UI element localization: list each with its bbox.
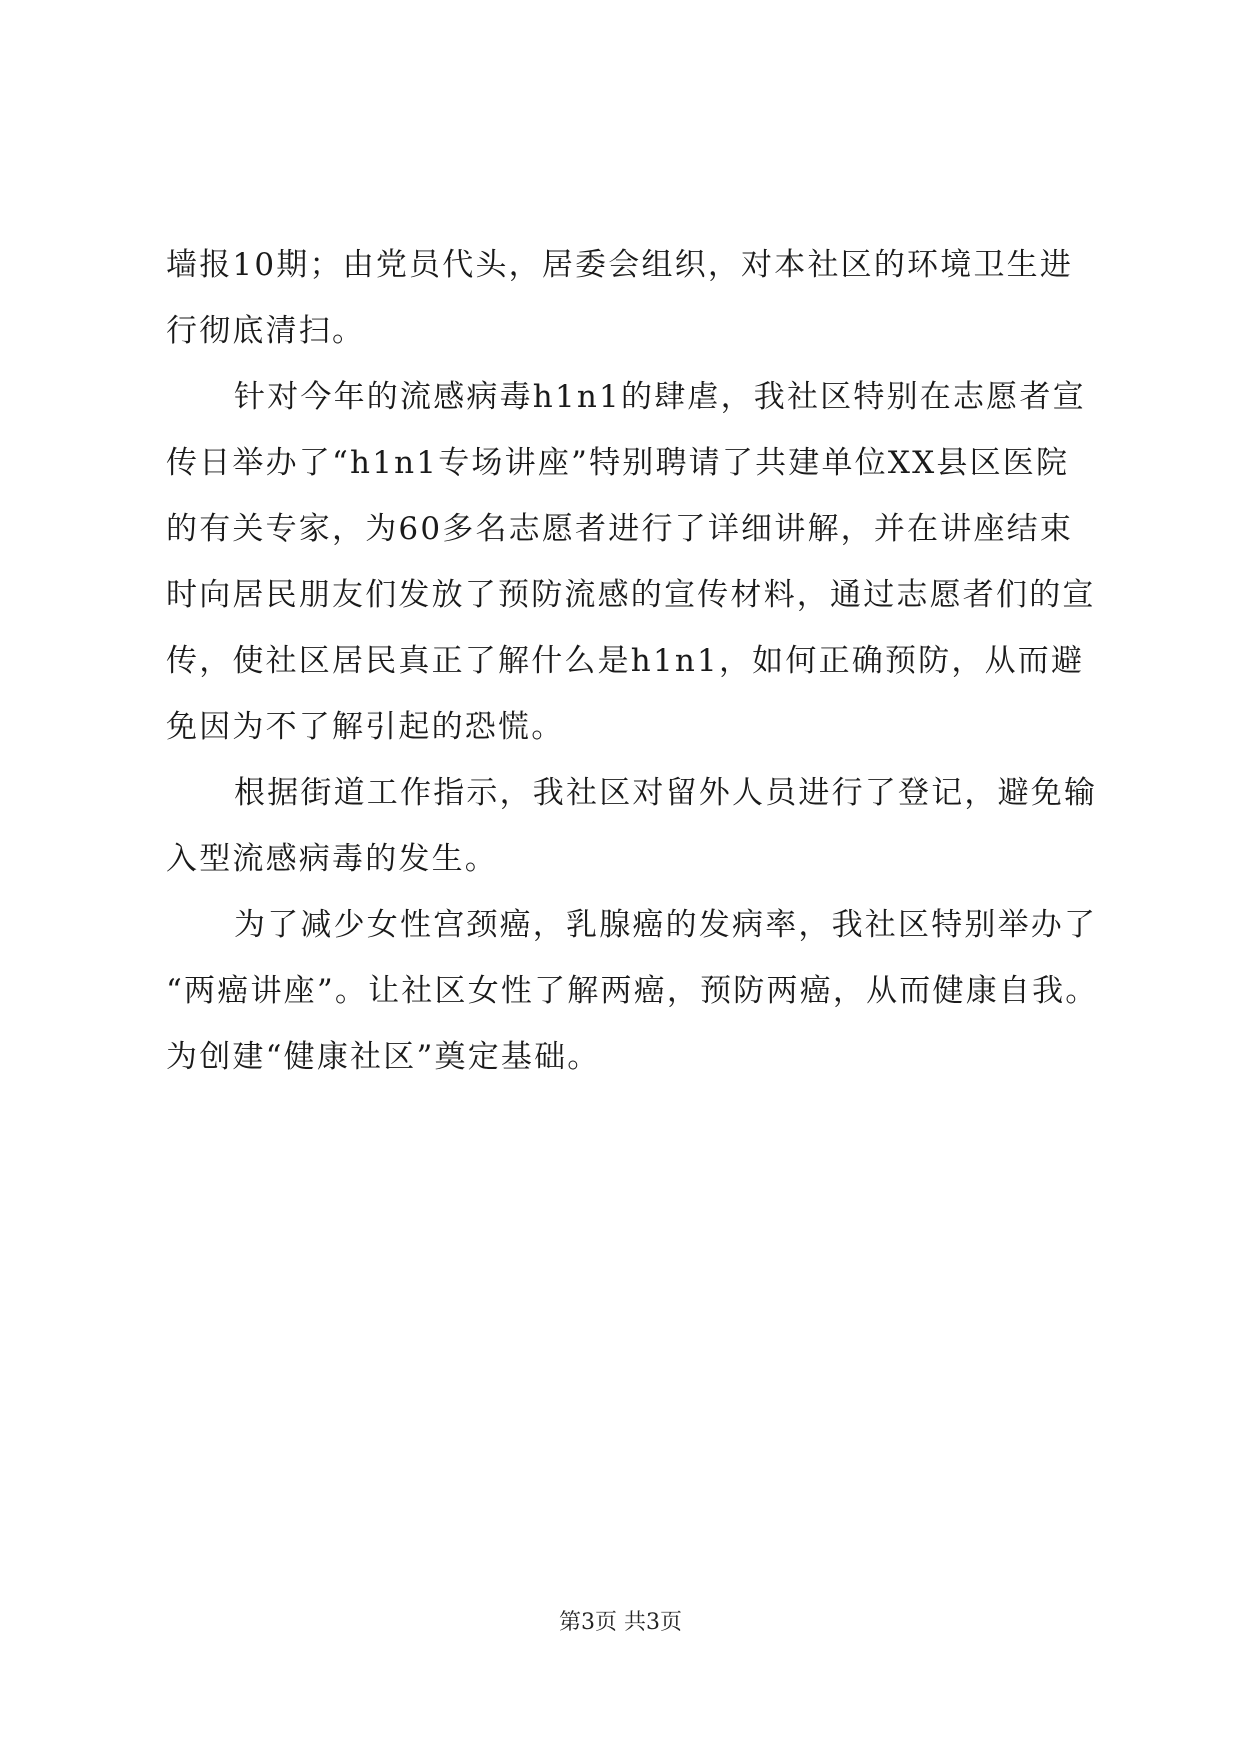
text-line: 为创建“健康社区”奠定基础。 — [166, 1039, 601, 1075]
text-line: 入型流感病毒的发生。 — [166, 841, 498, 877]
text-line: 针对今年的流感病毒h1n1的肆虐，我社区特别在志愿者宣 — [234, 379, 1086, 415]
text-line: 的有关专家，为60多名志愿者进行了详细讲解，并在讲座结束 — [166, 511, 1074, 547]
text-line: 行彻底清扫。 — [166, 313, 366, 349]
document-body — [166, 232, 1099, 1090]
text-line: 为了减少女性宫颈癌，乳腺癌的发病率，我社区特别举办了 — [234, 907, 1098, 943]
text-line: 传日举办了“h1n1专场讲座”特别聘请了共建单位XX县区医院 — [166, 445, 1070, 481]
text-line: “两癌讲座”。让社区女性了解两癌，预防两癌，从而健康自我。 — [166, 973, 1099, 1009]
text-line: 传，使社区居民真正了解什么是h1n1，如何正确预防，从而避 — [166, 643, 1085, 679]
text-line: 免因为不了解引起的恐慌。 — [166, 709, 565, 745]
text-line: 根据街道工作指示，我社区对留外人员进行了登记，避免输 — [234, 775, 1098, 811]
page-number-footer: 第3页 共3页 — [559, 1610, 682, 1635]
text-line: 时向居民朋友们发放了预防流感的宣传材料，通过志愿者们的宣 — [166, 577, 1096, 613]
text-line: 墙报10期；由党员代头，居委会组织，对本社区的环境卫生进 — [166, 247, 1074, 283]
